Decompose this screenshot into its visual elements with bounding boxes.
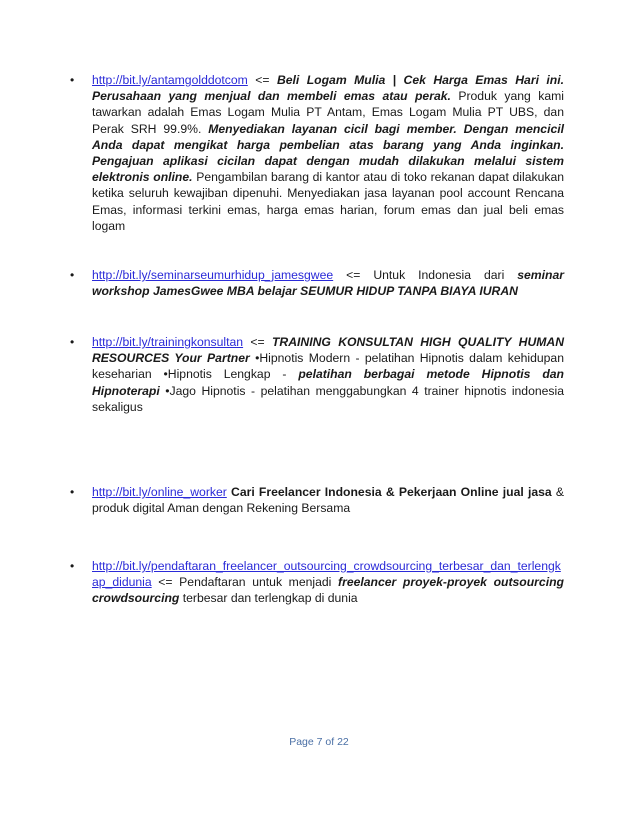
bullet-dot: • [70, 335, 75, 349]
text: <= [243, 335, 272, 349]
text: •Hipnotis Modern - pelatihan Hipnotis dalam kehidupan keseharian •Hipnotis Lengkap - [92, 351, 564, 382]
bullet-dot: • [70, 559, 75, 573]
text: terbesar dan terlengkap di dunia [179, 591, 358, 606]
text: Pengambilan barang di kantor atau di toko rekanan dapat dilakukan ketika seluruh kewajiban dipenuhi. Menyediakan jasa layanan pool account Rencana Emas, informasi terkini emas, harga emas harian, forum emas dan jual beli emas logam [92, 170, 565, 233]
text-bold: TRAINING KONSULTAN HIGH QUALITY HUMAN RESOURCES Your Partner [92, 335, 564, 366]
text-bold: seminar workshop JamesGwee MBA belajar SEUMUR HIDUP TANPA BIAYA IURAN [92, 268, 564, 299]
text: <= Pendaftaran untuk menjadi [151, 575, 339, 590]
text-bold: freelancer proyek-proyek outsourcing crowdsourcing [92, 575, 564, 606]
text: Produk yang kami tawarkan adalah Emas Logam Mulia PT Antam, Emas Logam Mulia PT UBS, dan Perak SRH 99.9%. [92, 89, 564, 136]
text-bold: pelatihan berbagai metode Hipnotis dan Hipnoterapi [92, 367, 564, 398]
list-item [70, 484, 564, 516]
list-item [70, 267, 564, 299]
text-bold: Cari Freelancer Indonesia & Pekerjaan Online jual jasa [231, 485, 552, 499]
text: •Jago Hipnotis - pelatihan menggabungkan 4 trainer hipnotis indonesia sekaligus [92, 383, 564, 414]
link-antamgolddotcom[interactable]: http://bit.ly/antamgolddotcom [92, 73, 248, 87]
list-item [70, 334, 564, 415]
text: <= Untuk Indonesia dari [333, 268, 518, 282]
bullet-dot: • [70, 485, 75, 499]
text: & produk digital Aman dengan Rekening Bersama [92, 485, 564, 516]
page-number: Page 7 of 22 [289, 736, 349, 748]
link-trainingkonsultan[interactable]: http://bit.ly/trainingkonsultan [92, 335, 244, 349]
link-seminarseumurhidup[interactable]: http://bit.ly/seminarseumurhidup_jamesgwee [92, 268, 334, 282]
list-item [70, 72, 565, 234]
text-bold: Beli Logam Mulia | Cek Harga Emas Hari ini. Perusahaan yang menjual dan membeli emas atau perak. [92, 73, 564, 104]
link-pendaftaran-freelancer[interactable]: http://bit.ly/pendaftaran_freelancer_outsourcing_crowdsourcing_terbesar_dan_terlengkap_didunia [92, 559, 561, 590]
bullet-dot: • [70, 268, 75, 282]
text-bold: Menyediakan layanan cicil bagi member. Dengan mencicil Anda dapat mengikat harga pembelian atas barang yang Anda inginkan. Pengajuan aplikasi cicilan dapat dengan mudah dilakukan melalui sistem elektronis online. [92, 121, 565, 185]
text: <= [247, 73, 277, 87]
link-online-worker[interactable]: http://bit.ly/online_worker [92, 485, 227, 499]
bullet-dot: • [70, 73, 75, 87]
list-item [70, 558, 564, 607]
